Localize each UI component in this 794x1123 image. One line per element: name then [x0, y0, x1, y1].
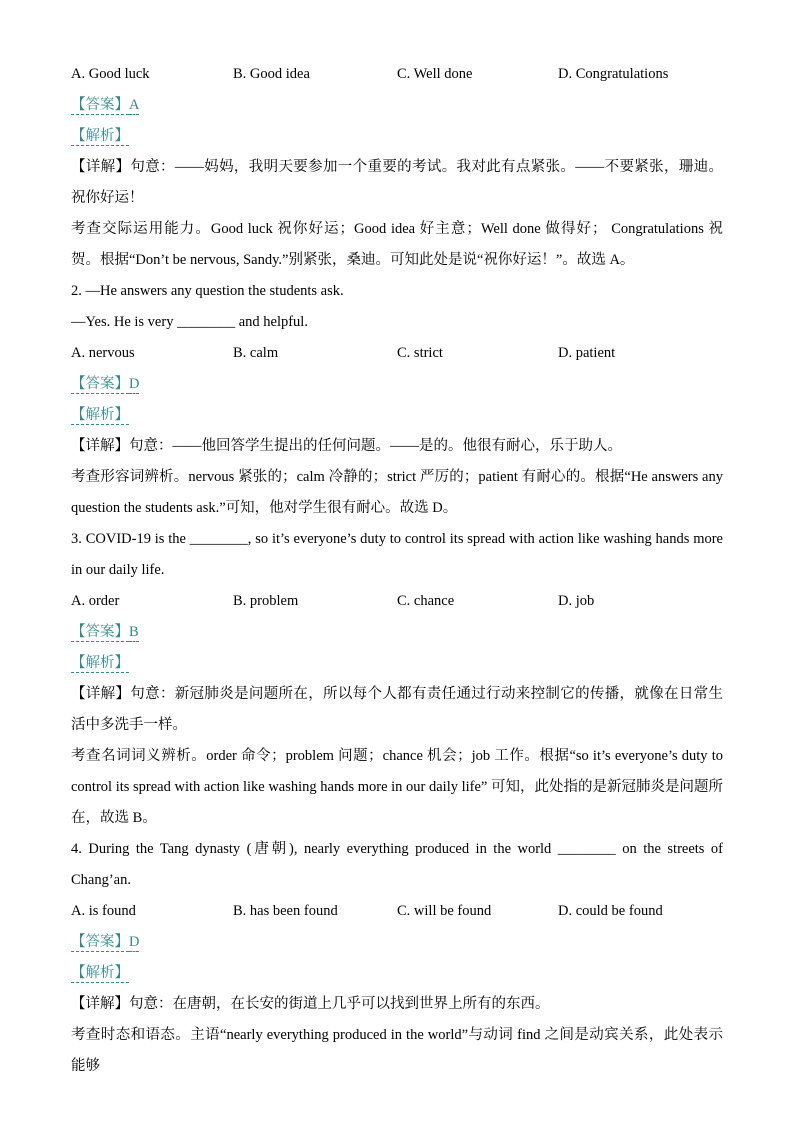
answer-letter: D — [129, 934, 140, 950]
paragraph: 考查形容词辨析。nervous 紧张的；calm 冷静的；strict 严厉的；patient 有耐心的。根据“He answers any question the students ask.”可知，他对学生很有耐心。故选 D。 — [71, 469, 723, 516]
paragraph: —Yes. He is very ________ and helpful. — [71, 314, 308, 330]
option-item: C. will be found — [397, 903, 492, 919]
option-item: C. strict — [397, 345, 443, 361]
analysis-marker: 【解析】 — [71, 128, 129, 144]
answer-line — [71, 617, 723, 648]
document-content — [71, 59, 723, 1082]
paragraph: 考查名词词义辨析。order 命令；problem 问题；chance 机会；job 工作。根据“so it’s everyone’s duty to control its spread with action like washing hands more in our daily life” 可知，此处指的是新冠肺炎是问题所在，故选 B。 — [71, 748, 723, 826]
answer-line — [71, 369, 723, 400]
option-item: A. order — [71, 593, 120, 609]
option-item: B. Good idea — [233, 66, 310, 82]
option-item: C. Well done — [397, 66, 473, 82]
options-row — [71, 338, 723, 369]
paragraph: 【详解】句意：新冠肺炎是问题所在，所以每个人都有责任通过行动来控制它的传播，就像在日常生活中多洗手一样。 — [71, 686, 723, 733]
answer-marker: 【答案】 — [71, 624, 129, 640]
option-item: B. has been found — [233, 903, 338, 919]
options-row — [71, 896, 723, 927]
analysis-line — [71, 648, 723, 679]
answer-letter: B — [129, 624, 139, 640]
answer-line — [71, 927, 723, 958]
paragraph: 【详解】句意：——他回答学生提出的任何问题。——是的。他很有耐心，乐于助人。 — [71, 438, 622, 454]
option-item: D. could be found — [558, 903, 663, 919]
paragraph: 考查交际运用能力。Good luck 祝你好运；Good idea 好主意；Well done 做得好； Congratulations 祝贺。根据“Don’t be nervous, Sandy.”别紧张，桑迪。可知此处是说“祝你好运！”。故选 A。 — [71, 221, 723, 268]
analysis-marker: 【解析】 — [71, 655, 129, 671]
option-item: D. job — [558, 593, 595, 609]
analysis-line — [71, 121, 723, 152]
paragraph: 2. —He answers any question the students ask. — [71, 283, 344, 299]
analysis-line — [71, 400, 723, 431]
paragraph: 4. During the Tang dynasty (唐朝), nearly everything produced in the world ________ on the streets of Chang’an. — [71, 841, 723, 888]
answer-line — [71, 90, 723, 121]
paragraph: 考查时态和语态。主语“nearly everything produced in the world”与动词 find 之间是动宾关系，此处表示能够 — [71, 1027, 723, 1074]
option-item: C. chance — [397, 593, 455, 609]
options-row — [71, 586, 723, 617]
paragraph: 【详解】句意：——妈妈，我明天要参加一个重要的考试。我对此有点紧张。——不要紧张，珊迪。祝你好运！ — [71, 159, 723, 206]
answer-marker: 【答案】 — [71, 934, 129, 950]
paragraph: 3. COVID-19 is the ________, so it’s everyone’s duty to control its spread with action like washing hands more in our daily life. — [71, 531, 723, 578]
answer-letter: A — [129, 97, 140, 113]
options-row — [71, 59, 723, 90]
option-item: D. Congratulations — [558, 66, 669, 82]
option-item: B. calm — [233, 345, 279, 361]
answer-marker: 【答案】 — [71, 376, 129, 392]
analysis-line — [71, 958, 723, 989]
option-item: D. patient — [558, 345, 616, 361]
analysis-marker: 【解析】 — [71, 407, 129, 423]
paragraph: 【详解】句意：在唐朝，在长安的街道上几乎可以找到世界上所有的东西。 — [71, 996, 550, 1012]
analysis-marker: 【解析】 — [71, 965, 129, 981]
option-item: A. is found — [71, 903, 136, 919]
answer-marker: 【答案】 — [71, 97, 129, 113]
option-item: A. nervous — [71, 345, 135, 361]
answer-letter: D — [129, 376, 140, 392]
option-item: A. Good luck — [71, 66, 150, 82]
option-item: B. problem — [233, 593, 299, 609]
